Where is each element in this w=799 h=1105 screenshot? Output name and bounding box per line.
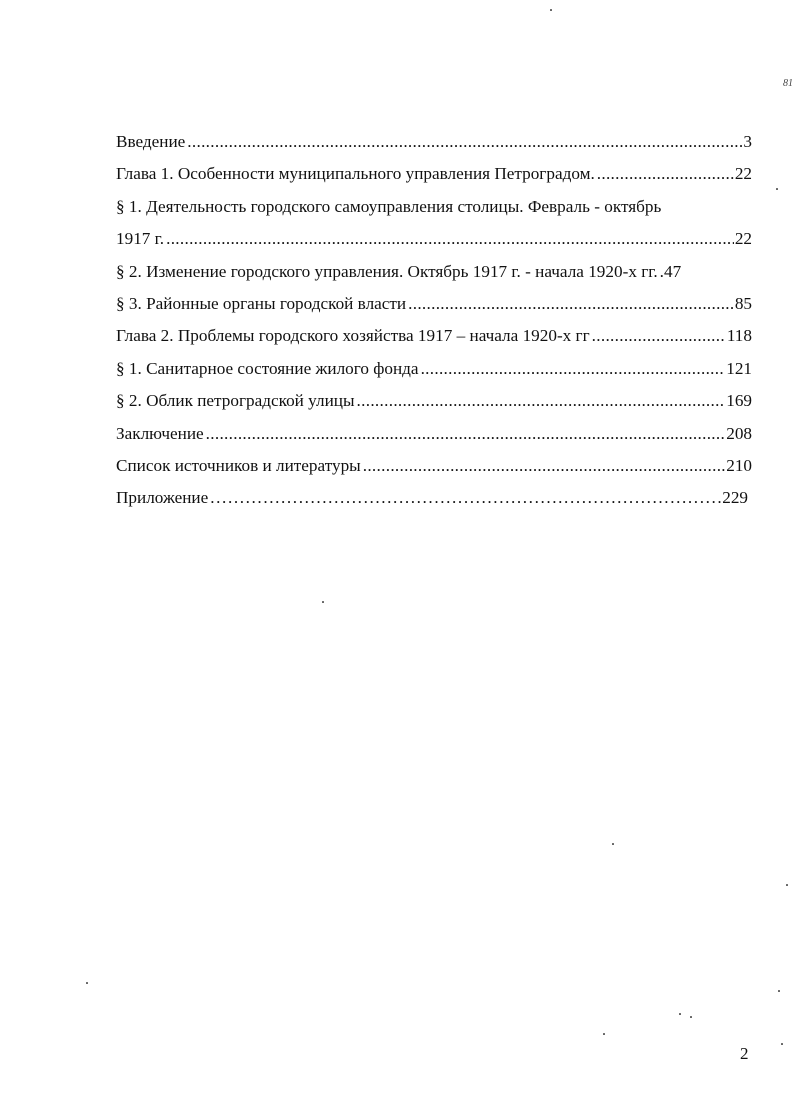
toc-leader-dots — [421, 353, 726, 385]
toc-entry-page: 22 — [734, 229, 752, 249]
toc-entry-page: 85 — [734, 293, 752, 313]
toc-entry-page: .47 — [659, 261, 682, 281]
scan-speck — [322, 601, 324, 603]
toc-entry-page: 121 — [726, 358, 752, 378]
toc-entry-page: 169 — [726, 391, 752, 411]
toc-entry-title: Глава 1. Особенности муниципального управления Петроградом. — [116, 164, 595, 184]
toc-entry-page: 3 — [743, 132, 752, 151]
scan-speck — [86, 982, 88, 984]
toc-leader-dots — [166, 223, 734, 255]
toc-entry-section-1-3[interactable] — [116, 288, 752, 320]
toc-leader-dots — [592, 320, 726, 352]
scan-speck — [603, 1033, 605, 1035]
toc-entry-chapter-2[interactable] — [116, 320, 752, 352]
toc-entry-appendix[interactable] — [116, 482, 748, 514]
toc-entry-conclusion[interactable] — [116, 418, 752, 450]
toc-leader-dots — [187, 126, 742, 158]
toc-entry-page: 229 — [722, 488, 748, 508]
toc-entry-section-1-1-continued[interactable] — [116, 223, 752, 255]
scan-speck — [786, 884, 788, 886]
toc-entry-page: 118 — [726, 326, 752, 346]
scan-speck — [612, 843, 614, 845]
page-number: 2 — [740, 1044, 749, 1063]
scan-speck — [776, 188, 778, 190]
toc-entry-section-2-1[interactable] — [116, 353, 752, 385]
toc-entry-page: 210 — [726, 455, 752, 475]
toc-entry-page: 22 — [734, 164, 752, 184]
scan-speck — [781, 1043, 783, 1045]
scan-speck — [778, 990, 780, 992]
toc-entry-section-1-2[interactable] — [116, 256, 752, 288]
margin-mark: 81 — [783, 78, 793, 89]
toc-leader-dots — [363, 450, 725, 482]
toc-leader-dots — [597, 158, 734, 190]
toc-entry-title: Заключение — [116, 423, 204, 443]
toc-entry-page: 208 — [726, 423, 752, 443]
toc-entry-title: § 2. Изменение городского управления. Октябрь 1917 г. - начала 1920-х гг. — [116, 261, 658, 281]
toc-entry-introduction[interactable] — [116, 126, 752, 158]
scan-speck — [690, 1016, 692, 1018]
table-of-contents — [116, 126, 752, 515]
toc-leader-dots — [408, 288, 734, 320]
toc-entry-section-1-1[interactable] — [116, 191, 752, 223]
toc-entry-title: § 2. Облик петроградской улицы — [116, 391, 355, 411]
toc-leader-dots — [210, 482, 721, 514]
toc-entry-sources[interactable] — [116, 450, 752, 482]
toc-entry-title: Список источников и литературы — [116, 455, 361, 475]
toc-entry-chapter-1[interactable] — [116, 158, 752, 190]
toc-leader-dots — [206, 418, 726, 450]
toc-entry-title: Приложение — [116, 488, 209, 508]
scan-speck — [550, 9, 552, 11]
toc-entry-title: § 1. Санитарное состояние жилого фонда — [116, 358, 419, 378]
toc-entry-title: Глава 2. Проблемы городского хозяйства 1917 – начала 1920-х гг — [116, 326, 590, 346]
toc-entry-title: Введение — [116, 132, 186, 151]
toc-entry-title: § 3. Районные органы городской власти — [116, 293, 407, 313]
scan-speck — [679, 1013, 681, 1015]
toc-entry-section-2-2[interactable] — [116, 385, 752, 417]
toc-leader-dots — [357, 385, 726, 417]
toc-entry-title: 1917 г. — [116, 229, 165, 249]
toc-entry-title: § 1. Деятельность городского самоуправления столицы. Февраль - октябрь — [116, 196, 662, 216]
